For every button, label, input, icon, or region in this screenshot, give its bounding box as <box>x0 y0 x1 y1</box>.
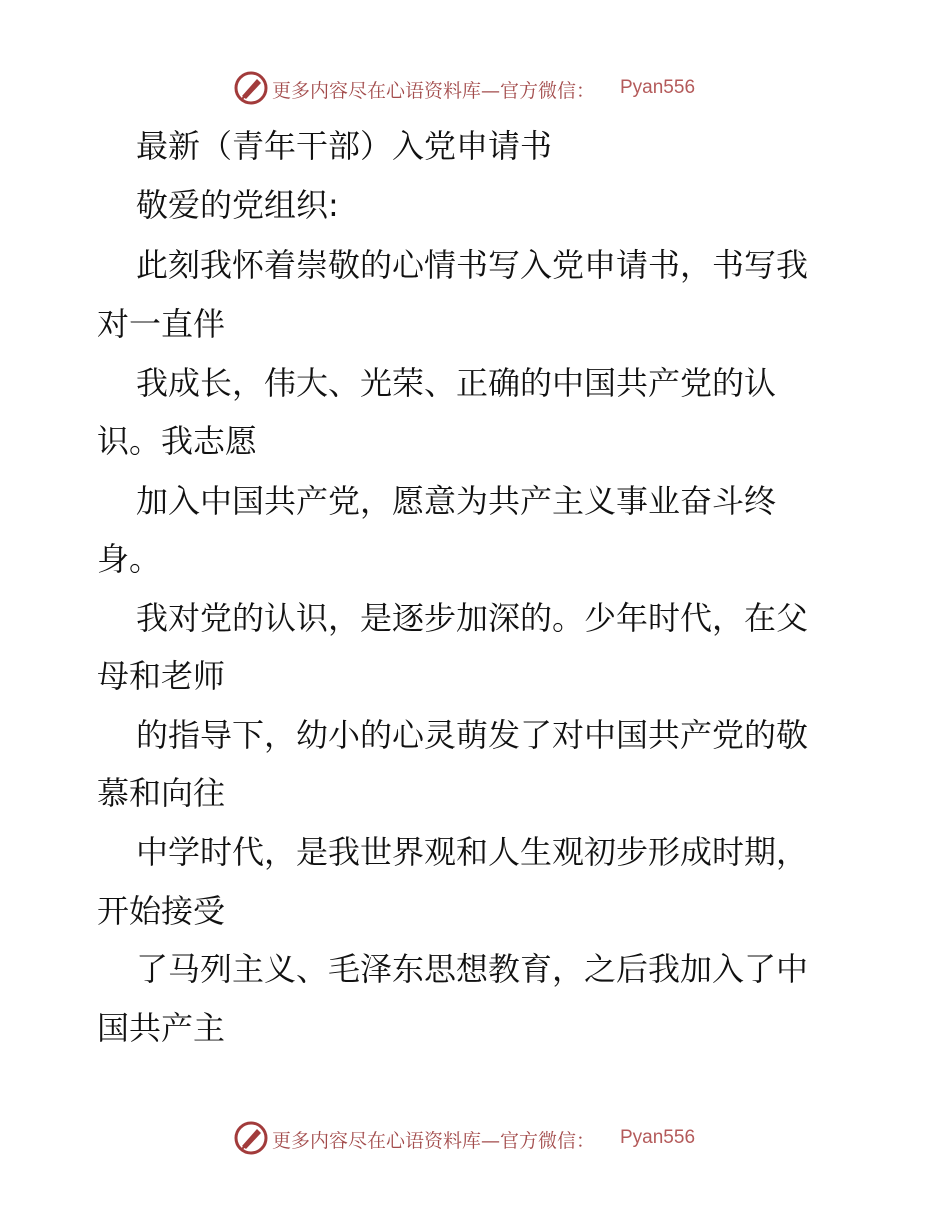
body-line: 慕和向往 <box>97 774 226 812</box>
watermark-wechat-id: Pyan556 <box>620 1127 696 1148</box>
watermark-text: 更多内容尽在心语资料库—官方微信： <box>272 80 596 102</box>
body-line: 的指导下，幼小的心灵萌发了对中国共产党的敬 <box>136 716 809 754</box>
body-line: 我成长，伟大、光荣、正确的中国共产党的认 <box>136 364 777 402</box>
watermark-text: 更多内容尽在心语资料库—官方微信： <box>272 1130 596 1152</box>
watermark-wechat-id: Pyan556 <box>620 77 696 98</box>
body-line: 中学时代，是我世界观和人生观初步形成时期， <box>136 833 809 871</box>
pen-seal-icon <box>233 1120 269 1156</box>
body-line: 此刻我怀着崇敬的心情书写入党申请书，书写我 <box>136 246 809 284</box>
pen-seal-icon <box>233 70 269 106</box>
body-line: 国共产主 <box>97 1009 226 1047</box>
watermark-header <box>0 70 950 110</box>
body-line: 身。 <box>97 540 162 578</box>
document-title: 最新（青年干部）入党申请书 <box>136 127 553 165</box>
document-salutation: 敬爱的党组织: <box>136 186 339 224</box>
body-line: 母和老师 <box>97 657 226 695</box>
watermark-footer <box>0 1120 950 1160</box>
body-line: 识。我志愿 <box>97 422 258 460</box>
body-line: 了马列主义、毛泽东思想教育，之后我加入了中 <box>136 950 809 988</box>
body-line: 我对党的认识，是逐步加深的。少年时代，在父 <box>136 599 809 637</box>
body-line: 开始接受 <box>97 892 226 930</box>
body-line: 加入中国共产党，愿意为共产主义事业奋斗终 <box>136 482 777 520</box>
body-line: 对一直伴 <box>97 305 226 343</box>
